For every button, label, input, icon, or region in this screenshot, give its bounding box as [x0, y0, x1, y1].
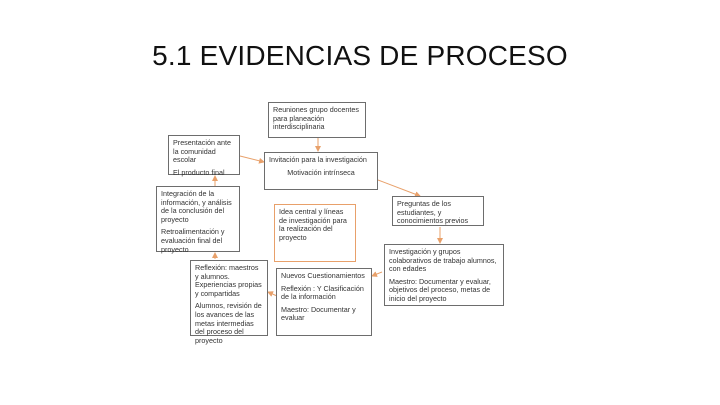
box-colaborativos — [384, 244, 504, 306]
box-cuestionamientos-line2: Reflexión : Y Clasificación de la información — [281, 283, 364, 302]
box-integracion-line2: Retroalimentación y evaluación final del proyecto — [161, 227, 225, 254]
box-reflexion-line2: Alumnos, revisión de los avances de las metas intermedias del proceso del proyecto — [195, 301, 262, 345]
box-preguntas-text: Preguntas de los estudiantes, y conocimientos previos — [397, 199, 469, 226]
box-preguntas — [392, 196, 484, 226]
box-investigacion — [264, 152, 378, 190]
arrow-colaborativos-to-cuestionamientos — [372, 272, 382, 276]
box-reuniones — [268, 102, 366, 138]
box-investigacion-line1: Invitación para la investigación — [269, 155, 367, 164]
box-cuestionamientos-line1: Nuevos Cuestionamientos — [281, 271, 365, 280]
arrow-investigacion-to-preguntas — [378, 180, 420, 196]
box-reuniones-text: Reuniones grupo docentes para planeación interdisciplinaria — [273, 105, 359, 132]
box-reflexion-line1: Reflexión: maestros y alumnos. Experiencias propias y compartidas — [195, 263, 262, 298]
box-investigacion-line2: Motivación intrínseca — [287, 167, 355, 177]
box-colaborativos-line2: Maestro: Documentar y evaluar, objetivos del proceso, metas de inicio del proyecto — [389, 276, 491, 303]
box-cuestionamientos — [276, 268, 372, 336]
box-cuestionamientos-line3: Maestro: Documentar y evaluar — [281, 304, 356, 323]
box-presentacion-line1: Presentación ante la comunidad escolar — [173, 138, 231, 165]
box-integracion — [156, 186, 240, 252]
box-idea-central — [274, 204, 356, 262]
page-title: 5.1 EVIDENCIAS DE PROCESO — [152, 40, 568, 71]
box-colaborativos-line1: Investigación y grupos colaborativos de trabajo alumnos, con edades — [389, 247, 497, 274]
box-presentacion-line2: El producto final — [173, 167, 225, 177]
box-presentacion — [168, 135, 240, 175]
arrow-presentacion-to-investigacion — [240, 156, 264, 162]
box-idea-text: Idea central y líneas de investigación para la realización del proyecto — [279, 207, 347, 242]
box-reflexion — [190, 260, 268, 345]
box-integracion-line1: Integración de la información, y análisis de la conclusión del proyecto — [161, 189, 232, 224]
